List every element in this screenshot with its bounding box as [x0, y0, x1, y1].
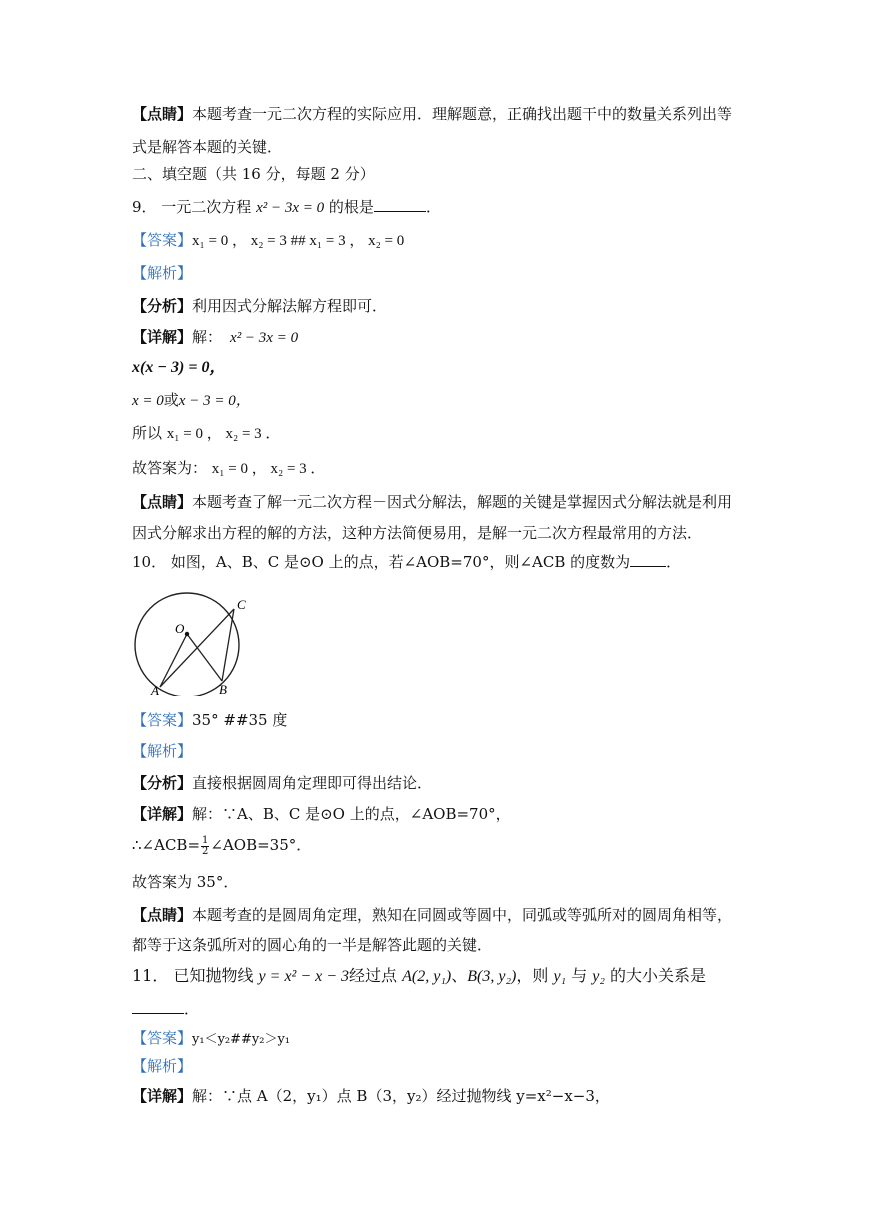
q10-jiexi: 【解析】 [132, 742, 193, 760]
fraction-half: $\frac{1}{2}$ [202, 834, 209, 857]
q9-dianjing-line1: 【点睛】本题考查了解一元二次方程－因式分解法，解题的关键是掌握因式分解法就是利用 [132, 493, 733, 511]
q8-dianjing-line2: 式是解答本题的关键． [132, 138, 283, 156]
segment-oa [160, 634, 187, 687]
q10-dianjing-line1: 【点睛】本题考查的是圆周角定理，熟知在同圆或等圆中，同弧或等弧所对的圆周角相等， [132, 906, 733, 924]
q9-fenxi: 【分析】利用因式分解法解方程即可． [132, 297, 388, 315]
q11-blank: ． [132, 999, 199, 1019]
q9-stem: 9． 一元二次方程 x² − 3x = 0 的根是 ． [132, 198, 441, 216]
label-a: A [151, 683, 159, 696]
q9-answer: 【答案】x₁ = 0 ， x₂ = 3 ## x₁ = 3 ， x₂ = 0 [132, 231, 405, 249]
q10-step2: 故答案为 35°． [132, 873, 239, 891]
q9-step2: x = 0或x − 3 = 0， [132, 391, 251, 409]
q11-jiexi: 【解析】 [132, 1057, 193, 1075]
q9-jiexi: 【解析】 [132, 264, 193, 282]
q11-answer: 【答案】y₁＜y₂##y₂＞y₁ [132, 1029, 291, 1047]
label-b: B [219, 682, 227, 696]
label-o: O [175, 621, 185, 636]
q10-fenxi: 【分析】直接根据圆周角定理即可得出结论． [132, 774, 433, 792]
center-dot [185, 632, 189, 636]
circle-o [135, 593, 239, 696]
q9-step3: 所以 x₁ = 0 ， x₂ = 3 ． [132, 424, 281, 442]
circle-figure [127, 590, 253, 696]
q10-step1: ∴∠ACB= $\frac{1}{2}$ ∠AOB=35°． [132, 834, 312, 857]
q11-stem: 11． 已知抛物线 y = x² − x − 3经过点 A(2, y₁)、B(3, y₂)，则 y₁ 与 y₂ 的大小关系是 [132, 966, 707, 985]
q9-step4: 故答案为： x₁ = 0 ， x₂ = 3 ． [132, 459, 326, 477]
segment-ob [187, 634, 222, 681]
q9-xiangjie: 【详解】解： x² − 3x = 0 [132, 328, 299, 346]
q10-answer: 【答案】35° ##35 度 [132, 711, 288, 729]
q9-dianjing-line2: 因式分解求出方程的解的方法，这种方法简便易用，是解一元二次方程最常用的方法． [132, 524, 703, 542]
section-heading: 二、填空题（共 16 分，每题 2 分） [132, 165, 375, 183]
label-c: C [237, 597, 246, 612]
q10-xiangjie: 【详解】解：∵A、B、C 是⊙O 上的点，∠AOB=70°， [132, 805, 511, 823]
q8-dianjing-line1: 【点睛】本题考查一元二次方程的实际应用．理解题意，正确找出题干中的数量关系列出等 [132, 105, 733, 123]
q11-xiangjie: 【详解】解：∵点 A（2，y₁）点 B（3，y₂）经过抛物线 y=x²−x−3， [132, 1087, 610, 1105]
q10-dianjing-line2: 都等于这条弧所对的圆心角的一半是解答此题的关键． [132, 936, 493, 954]
q9-step1: x(x − 3) = 0， [132, 359, 226, 376]
q10-stem: 10． 如图，A、B、C 是⊙O 上的点，若∠AOB=70°，则∠ACB 的度数为 ． [132, 553, 682, 571]
